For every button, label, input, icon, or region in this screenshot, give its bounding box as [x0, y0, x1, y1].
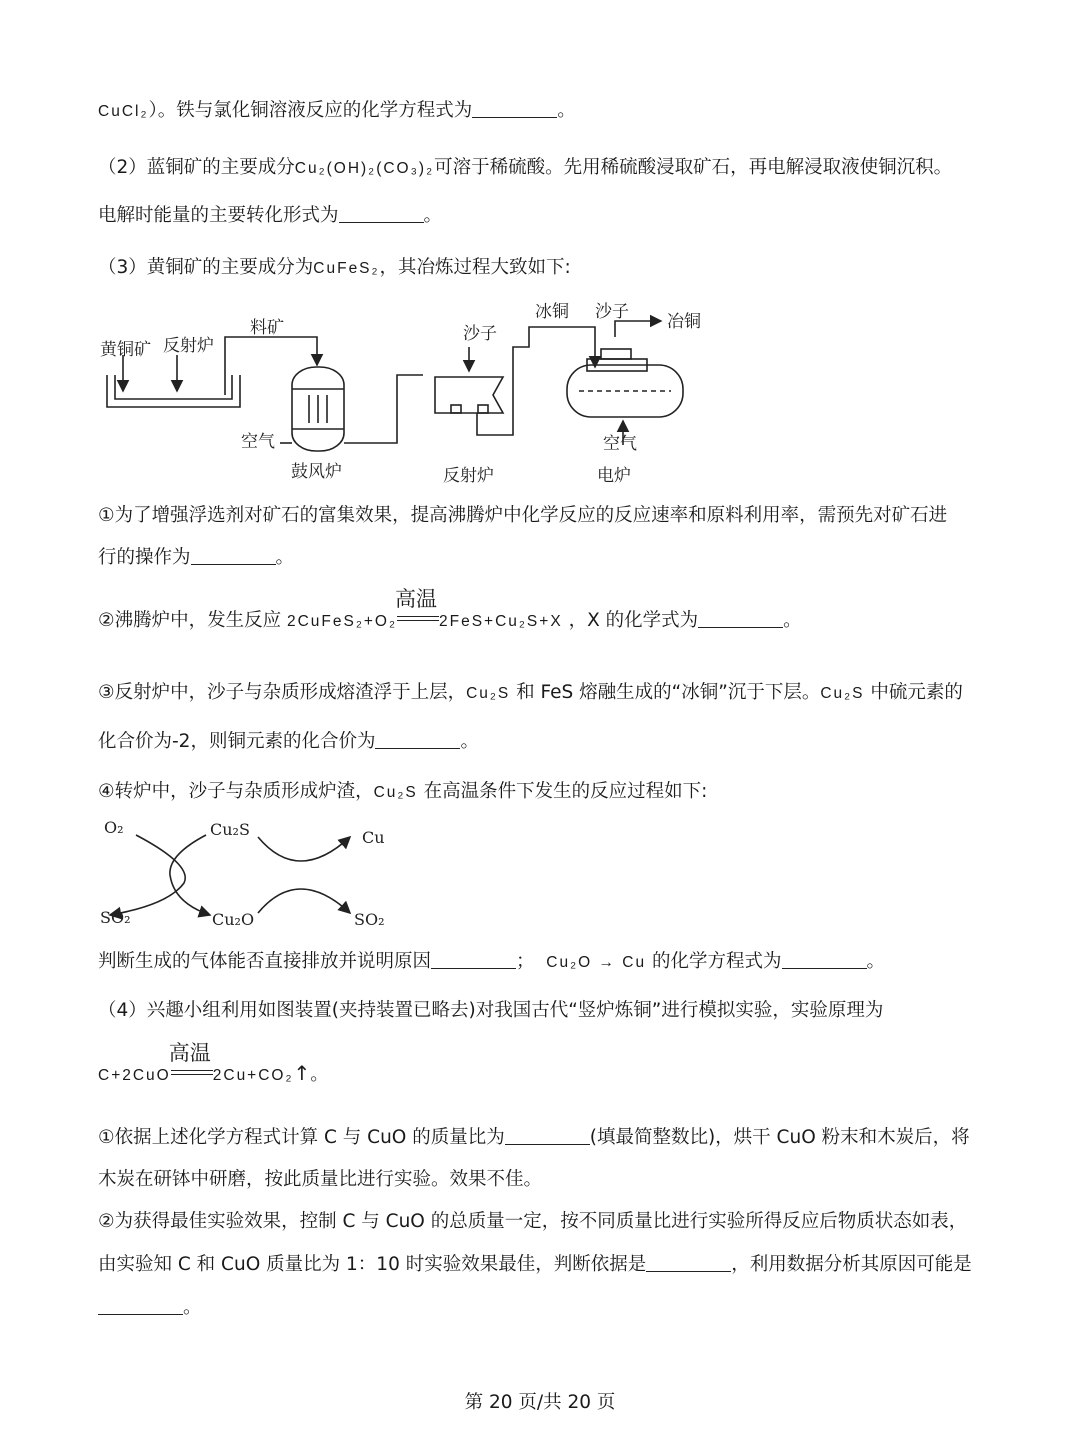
- answer-blank[interactable]: [98, 1296, 183, 1315]
- q3-4b-line: 判断生成的气体能否直接排放并说明原因 ； Cu₂O → Cu 的化学方程式为 。: [98, 951, 886, 972]
- q2-line2: 电解时能量的主要转化形式为 。: [98, 205, 443, 226]
- malachite-formula: Cu₂(OH)₂(CO₃)₂: [294, 160, 435, 177]
- q4-1-line2: 木炭在研钵中研磨，按此质量比进行实验。效果不佳。: [98, 1169, 543, 1190]
- label-sand1: 沙子: [463, 324, 497, 344]
- answer-blank[interactable]: [339, 204, 424, 223]
- q3-line: （3）黄铜矿的主要成分为CuFeS₂，其冶炼过程大致如下:: [98, 257, 571, 278]
- q3-4-line: ④转炉中，沙子与杂质形成炉渣，Cu₂S 在高温条件下发生的反应过程如下:: [98, 781, 708, 802]
- answer-blank[interactable]: [646, 1253, 731, 1272]
- label-matte: 冰铜: [535, 302, 569, 322]
- smelting-process-diagram: [95, 295, 735, 495]
- q3-1-line1: ①为了增强浮选剂对矿石的富集效果，提高沸腾炉中化学反应的反应速率和原料利用率，需预先对矿石进: [98, 505, 948, 526]
- label-sand2: 沙子: [595, 302, 629, 322]
- equals-sign: [395, 587, 439, 624]
- q4-2-line2: 由实验知 C 和 CuO 质量比为 1：10 时实验效果最佳，判断依据是 ，利用数据分析其原因可能是: [98, 1254, 972, 1275]
- q4-2-line1: ②为获得最佳实验效果，控制 C 与 CuO 的总质量一定，按不同质量比进行实验所得反应后物质状态如表，: [98, 1211, 968, 1232]
- label-reverb2: 反射炉: [443, 466, 494, 486]
- q4-equation-line: C+2CuO 高温 2Cu+CO₂↑。: [98, 1041, 329, 1085]
- answer-blank[interactable]: [191, 546, 276, 565]
- species-cu2o: Cu₂O: [212, 910, 255, 929]
- q3-3-line2: 化合价为-2，则铜元素的化合价为 。: [98, 731, 479, 752]
- answer-blank[interactable]: [431, 950, 516, 969]
- chalcopyrite-formula: CuFeS₂: [313, 260, 380, 277]
- species-cu: Cu: [362, 828, 385, 847]
- equation-lhs: C+2CuO: [98, 1067, 171, 1084]
- gas-arrow: ↑: [293, 1061, 311, 1085]
- q3-2-line: ②沸腾炉中，发生反应 2CuFeS₂+O₂ 高温 2FeS+Cu₂S+X ，X 的化学式为 。: [98, 587, 802, 631]
- answer-blank[interactable]: [505, 1126, 590, 1145]
- label-chalcopyrite: 黄铜矿: [100, 340, 151, 360]
- equation-rhs: 2FeS+Cu₂S+X: [439, 613, 563, 630]
- condition-high-temp: 高温: [168, 1041, 211, 1065]
- label-feed-ore: 料矿: [250, 318, 284, 338]
- species-so2-left: SO₂: [100, 908, 131, 927]
- species-o2: O₂: [104, 818, 124, 837]
- cucl2-formula: CuCl₂: [98, 103, 149, 120]
- q1-tail-line: CuCl₂）。铁与氯化铜溶液反应的化学方程式为 。: [98, 100, 576, 121]
- label-smelted-copper: 冶铜: [667, 312, 701, 332]
- q3-1-line2: 行的操作为 。: [98, 547, 295, 568]
- q2-line1: （2）蓝铜矿的主要成分Cu₂(OH)₂(CO₃)₂可溶于稀硫酸。先用稀硫酸浸取矿石，再电解浸取液使铜沉积。: [98, 157, 953, 178]
- species-so2-right: SO₂: [354, 910, 385, 929]
- label-air2: 空气: [603, 434, 637, 454]
- q3-3-line1: ③反射炉中，沙子与杂质形成熔渣浮于上层，Cu₂S 和 FeS 熔融生成的“冰铜”沉于下层。Cu₂S 中硫元素的: [98, 682, 963, 703]
- equation-rhs: 2Cu+CO₂: [212, 1067, 294, 1084]
- label-reverb1: 反射炉: [163, 336, 214, 356]
- label-blast-furnace: 鼓风炉: [291, 462, 342, 482]
- equals-sign: [168, 1041, 213, 1078]
- answer-blank[interactable]: [782, 950, 867, 969]
- page-footer: 第 20 页/共 20 页: [464, 1392, 616, 1413]
- answer-blank[interactable]: [472, 99, 557, 118]
- equation-lhs: 2CuFeS₂+O₂: [286, 613, 397, 630]
- cu2o-to-cu: Cu₂O → Cu: [546, 954, 647, 971]
- reverb-tank: [107, 375, 240, 407]
- label-electric-furnace: 电炉: [597, 466, 631, 486]
- condition-high-temp: 高温: [395, 587, 437, 611]
- answer-blank[interactable]: [698, 609, 783, 628]
- q4-1-line1: ①依据上述化学方程式计算 C 与 CuO 的质量比为 (填最简整数比)，烘干 CuO 粉末和木炭后，将: [98, 1127, 970, 1148]
- label-air1: 空气: [241, 432, 275, 452]
- species-cu2s: Cu₂S: [210, 820, 250, 839]
- answer-blank[interactable]: [375, 730, 460, 749]
- reverb-furnace: [435, 377, 503, 413]
- q4-2-line3: 。: [98, 1295, 202, 1321]
- q4-line1: （4）兴趣小组利用如图装置(夹持装置已略去)对我国古代“竖炉炼铜”进行模拟实验，实验原理为: [98, 1000, 884, 1021]
- reaction-cycle-diagram: [98, 815, 408, 935]
